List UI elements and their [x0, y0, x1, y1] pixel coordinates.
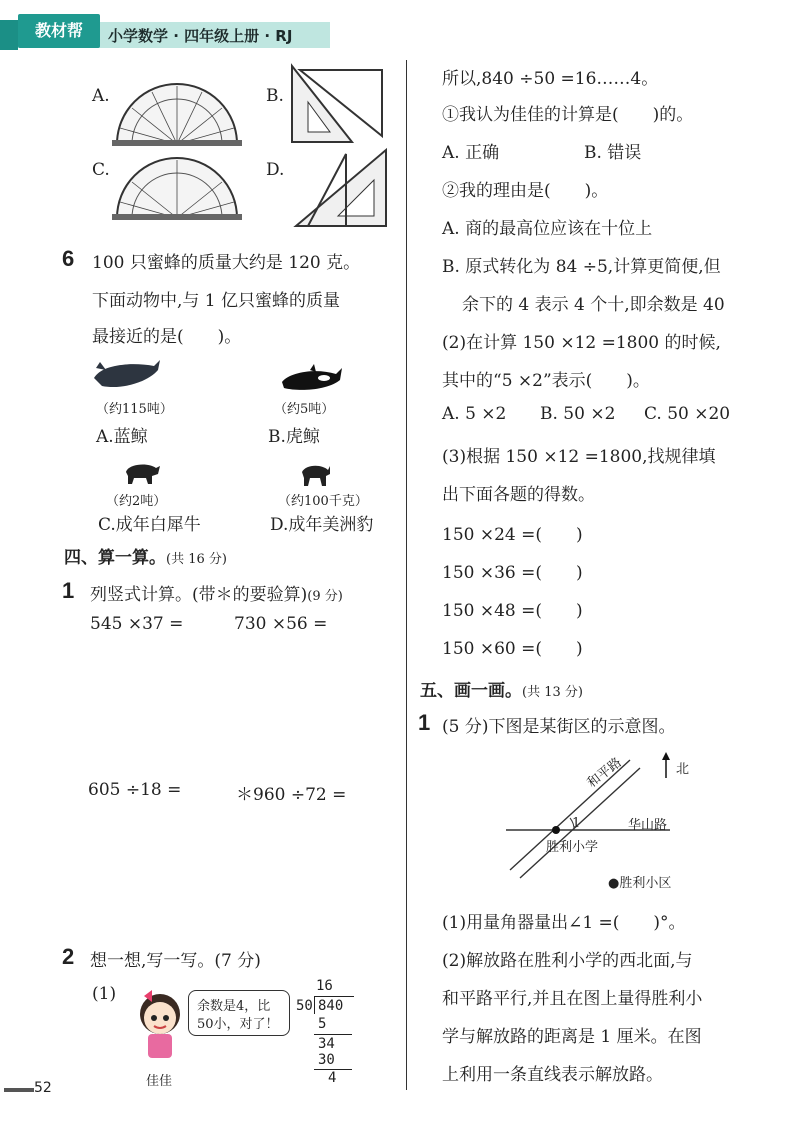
expr-2: 730 ×56 = — [234, 614, 328, 634]
question-1-text — [90, 580, 343, 605]
animal-a-label: A.蓝鲸 — [96, 427, 148, 447]
option-a-label: A. — [92, 86, 110, 106]
option-b-label: B. — [266, 86, 284, 106]
right-line-3: ②我的理由是( )。 — [442, 181, 609, 201]
section-5-title: 五、画一画。 — [420, 681, 522, 701]
question-1-number: 1 — [62, 578, 75, 603]
section-4-score: (共 16 分) — [166, 552, 227, 567]
jaguar-icon — [298, 460, 332, 488]
expr-3: 605 ÷18 = — [88, 780, 182, 800]
division-remainder: 4 — [328, 1070, 337, 1086]
rhino-icon — [122, 458, 162, 486]
protractor-icon — [112, 152, 242, 222]
division-divisor: 50 — [296, 998, 313, 1014]
animal-c-label: C.成年白犀牛 — [98, 515, 201, 535]
fill-expr-2: 150 ×36 =( ) — [442, 563, 583, 583]
animal-c-weight: （约2吨） — [106, 494, 167, 509]
q5-1-sub-2-line-4: 上利用一条直线表示解放路。 — [442, 1065, 663, 1085]
shengli-district: ●胜利小区 — [608, 876, 672, 891]
section-4-header — [64, 543, 227, 568]
question-2-number: 2 — [62, 944, 75, 969]
page-number: 52 — [34, 1080, 52, 1096]
north-label: 北 — [676, 762, 690, 777]
opt2-b: B. 50 ×2 — [540, 404, 616, 424]
expr-4: ＊960 ÷72 = — [236, 785, 347, 805]
page-number-bar — [4, 1088, 34, 1092]
section-5-score: (共 13 分) — [522, 685, 583, 700]
angle-1-label: 1 — [572, 816, 581, 831]
shengli-school: 胜利小学 — [546, 840, 599, 855]
q5-1-sub-1: (1)用量角器量出∠1 =( )°。 — [442, 913, 686, 933]
division-dividend: 840 — [318, 998, 344, 1014]
question-6-line-3: 最接近的是( )。 — [92, 327, 242, 347]
question-1-score: (9 分) — [307, 589, 343, 604]
column-divider — [406, 60, 407, 1090]
reason-b-line-2: 余下的 4 表示 4 个十,即余数是 40 — [462, 295, 725, 315]
q5-1-sub-2-line-3: 学与解放路的距离是 1 厘米。在图 — [442, 1027, 702, 1047]
question-2-sub: (1) — [92, 984, 117, 1004]
question-5-1-text: (5 分)下图是某街区的示意图。 — [442, 717, 676, 737]
fill-expr-4: 150 ×60 =( ) — [442, 639, 583, 659]
header-stripe — [0, 20, 18, 50]
option-c-label: C. — [92, 160, 110, 180]
right-line-7: (2)在计算 150 ×12 =1800 的时候, — [442, 333, 721, 353]
student-name: 佳佳 — [146, 1074, 173, 1089]
right-line-9: (3)根据 150 ×12 =1800,找规律填 — [442, 447, 716, 467]
set-square-icon — [286, 146, 396, 230]
division-quotient: 16 — [316, 978, 333, 994]
road-huashan: 华山路 — [628, 818, 668, 833]
speech-bubble-line-2: 50小，对了！ — [197, 1017, 279, 1032]
option-correct: A. 正确 — [442, 143, 500, 163]
book-title: 小学数学 · 四年级上册 · RJ — [108, 27, 293, 45]
animal-d-label: D.成年美洲豹 — [270, 515, 374, 535]
brand-badge: 教材帮 — [18, 14, 100, 48]
set-square-icon — [286, 62, 386, 146]
division-step-2: 34 — [318, 1036, 335, 1052]
animal-b-weight: （约5吨） — [274, 402, 335, 417]
speech-bubble-line-1: 余数是4，比 — [197, 999, 271, 1014]
reason-a: A. 商的最高位应该在十位上 — [442, 219, 653, 239]
right-line-1: 所以,840 ÷50 =16……4。 — [442, 69, 659, 89]
option-wrong: B. 错误 — [584, 143, 642, 163]
question-2-text: 想一想,写一写。(7 分) — [90, 951, 261, 971]
opt2-c: C. 50 ×20 — [644, 404, 731, 424]
q5-1-sub-2-line-2: 和平路平行,并且在图上量得胜利小 — [442, 989, 703, 1009]
blue-whale-icon — [92, 356, 162, 396]
section-4-title: 四、算一算。 — [64, 548, 166, 568]
division-step-1: 5 — [318, 1016, 327, 1032]
right-line-2: ①我认为佳佳的计算是( )的。 — [442, 105, 694, 125]
animal-a-weight: （约115吨） — [96, 402, 173, 417]
question-6-number: 6 — [62, 246, 75, 271]
section-5-header — [420, 676, 583, 701]
reason-b-line-1: B. 原式转化为 84 ÷5,计算更简便,但 — [442, 257, 721, 277]
animal-b-label: B.虎鲸 — [268, 427, 320, 447]
long-division — [296, 978, 366, 1088]
question-1-instruction: 列竖式计算。(带＊的要验算) — [90, 585, 308, 605]
question-5-1-number: 1 — [418, 710, 431, 735]
right-line-10: 出下面各题的得数。 — [442, 485, 595, 505]
option-d-label: D. — [266, 160, 285, 180]
fill-expr-1: 150 ×24 =( ) — [442, 525, 583, 545]
opt2-a: A. 5 ×2 — [442, 404, 507, 424]
girl-avatar-icon — [134, 988, 190, 1068]
speech-bubble — [188, 990, 290, 1036]
road-heping: 和平路 — [584, 755, 625, 791]
protractor-icon — [112, 78, 242, 148]
fill-expr-3: 150 ×48 =( ) — [442, 601, 583, 621]
right-line-8: 其中的“5 ×2”表示( )。 — [442, 371, 650, 391]
question-6-line-2: 下面动物中,与 1 亿只蜜蜂的质量 — [92, 291, 341, 311]
orca-icon — [280, 364, 344, 394]
division-step-3: 30 — [318, 1052, 335, 1068]
animal-d-weight: （约100千克） — [278, 494, 368, 509]
q5-1-sub-2-line-1: (2)解放路在胜利小学的西北面,与 — [442, 951, 693, 971]
question-6-line-1: 100 只蜜蜂的质量大约是 120 克。 — [92, 253, 361, 273]
expr-1: 545 ×37 = — [90, 614, 184, 634]
